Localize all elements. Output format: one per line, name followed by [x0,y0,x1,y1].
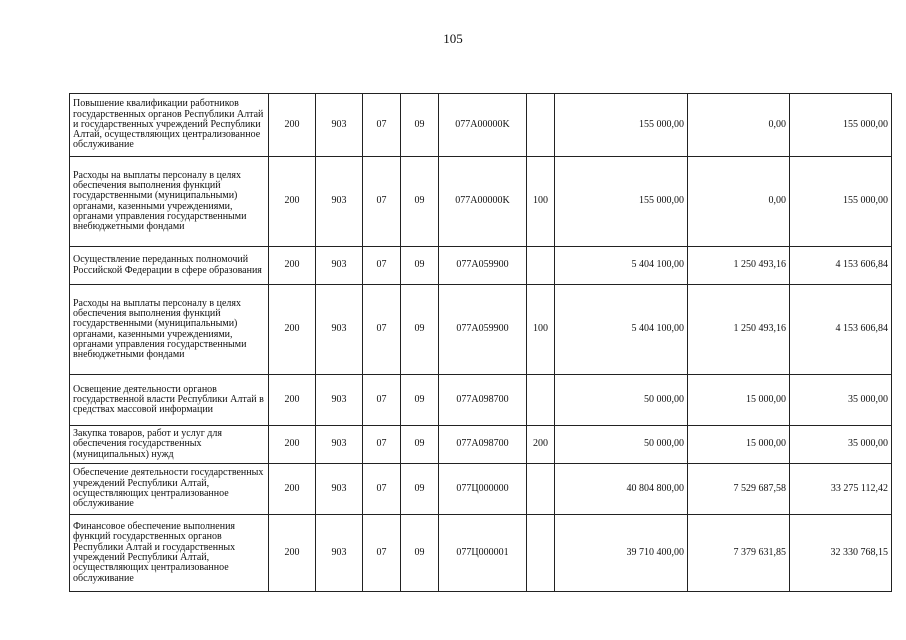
department-code: 903 [316,157,363,247]
planned-amount: 155 000,00 [555,157,688,247]
row-name: Расходы на выплаты персоналу в целях обеспечения выполнения функций государственными (муниципальными) органами, казенными учреждениями, органами управления государственными внебюджетными фондами [70,285,269,375]
expense-type-code: 200 [527,426,555,464]
department-code: 903 [316,426,363,464]
grbs-code: 200 [269,426,316,464]
table-row [70,426,892,464]
target-article-code: 077A098700 [439,426,527,464]
grbs-code: 200 [269,157,316,247]
remaining-amount: 32 330 768,15 [790,515,892,592]
grbs-code: 200 [269,247,316,285]
row-name: Финансовое обеспечение выполнения функций государственных органов Республики Алтай и государственных учреждений Республики Алтай, осуществляющих централизованное обслуживание [70,515,269,592]
executed-amount: 0,00 [688,94,790,157]
table-row [70,285,892,375]
row-name: Осуществление переданных полномочий Российской Федерации в сфере образования [70,247,269,285]
expense-type-code: 100 [527,157,555,247]
subsection-code: 09 [401,94,439,157]
section-code: 07 [363,515,401,592]
target-article-code: 077Ц000001 [439,515,527,592]
budget-table-body [70,94,892,592]
expense-type-code [527,94,555,157]
remaining-amount: 4 153 606,84 [790,247,892,285]
department-code: 903 [316,94,363,157]
department-code: 903 [316,285,363,375]
target-article-code: 077Ц000000 [439,464,527,515]
row-name: Повышение квалификации работников государственных органов Республики Алтай и государственных учреждений Республики Алтай, осуществляющих централизованное обслуживание [70,94,269,157]
table-row [70,247,892,285]
department-code: 903 [316,515,363,592]
subsection-code: 09 [401,426,439,464]
section-code: 07 [363,426,401,464]
grbs-code: 200 [269,515,316,592]
target-article-code: 077A059900 [439,247,527,285]
subsection-code: 09 [401,157,439,247]
planned-amount: 155 000,00 [555,94,688,157]
executed-amount: 7 379 631,85 [688,515,790,592]
row-name: Освещение деятельности органов государственной власти Республики Алтай в средствах массовой информации [70,375,269,426]
expense-type-code: 100 [527,285,555,375]
section-code: 07 [363,157,401,247]
row-name: Расходы на выплаты персоналу в целях обеспечения выполнения функций государственными (муниципальными) органами, казенными учреждениями, органами управления государственными внебюджетными фондами [70,157,269,247]
planned-amount: 39 710 400,00 [555,515,688,592]
remaining-amount: 35 000,00 [790,426,892,464]
subsection-code: 09 [401,464,439,515]
planned-amount: 50 000,00 [555,426,688,464]
table-row [70,464,892,515]
grbs-code: 200 [269,285,316,375]
table-row [70,157,892,247]
remaining-amount: 155 000,00 [790,94,892,157]
grbs-code: 200 [269,464,316,515]
remaining-amount: 4 153 606,84 [790,285,892,375]
table-row [70,94,892,157]
remaining-amount: 33 275 112,42 [790,464,892,515]
target-article-code: 077A059900 [439,285,527,375]
table-row [70,515,892,592]
table-row [70,375,892,426]
page-number: 105 [443,31,463,46]
row-name: Обеспечение деятельности государственных учреждений Республики Алтай, осуществляющих централизованное обслуживание [70,464,269,515]
planned-amount: 5 404 100,00 [555,285,688,375]
section-code: 07 [363,94,401,157]
section-code: 07 [363,375,401,426]
expense-type-code [527,247,555,285]
planned-amount: 40 804 800,00 [555,464,688,515]
subsection-code: 09 [401,515,439,592]
subsection-code: 09 [401,375,439,426]
department-code: 903 [316,247,363,285]
remaining-amount: 155 000,00 [790,157,892,247]
department-code: 903 [316,464,363,515]
section-code: 07 [363,247,401,285]
executed-amount: 7 529 687,58 [688,464,790,515]
executed-amount: 1 250 493,16 [688,285,790,375]
target-article-code: 077A00000K [439,157,527,247]
section-code: 07 [363,285,401,375]
expense-type-code [527,375,555,426]
target-article-code: 077A00000K [439,94,527,157]
target-article-code: 077A098700 [439,375,527,426]
department-code: 903 [316,375,363,426]
expense-type-code [527,515,555,592]
expense-type-code [527,464,555,515]
subsection-code: 09 [401,247,439,285]
planned-amount: 5 404 100,00 [555,247,688,285]
executed-amount: 15 000,00 [688,375,790,426]
budget-table [69,93,892,592]
executed-amount: 15 000,00 [688,426,790,464]
section-code: 07 [363,464,401,515]
executed-amount: 1 250 493,16 [688,247,790,285]
row-name: Закупка товаров, работ и услуг для обеспечения государственных (муниципальных) нужд [70,426,269,464]
subsection-code: 09 [401,285,439,375]
planned-amount: 50 000,00 [555,375,688,426]
executed-amount: 0,00 [688,157,790,247]
grbs-code: 200 [269,375,316,426]
grbs-code: 200 [269,94,316,157]
remaining-amount: 35 000,00 [790,375,892,426]
